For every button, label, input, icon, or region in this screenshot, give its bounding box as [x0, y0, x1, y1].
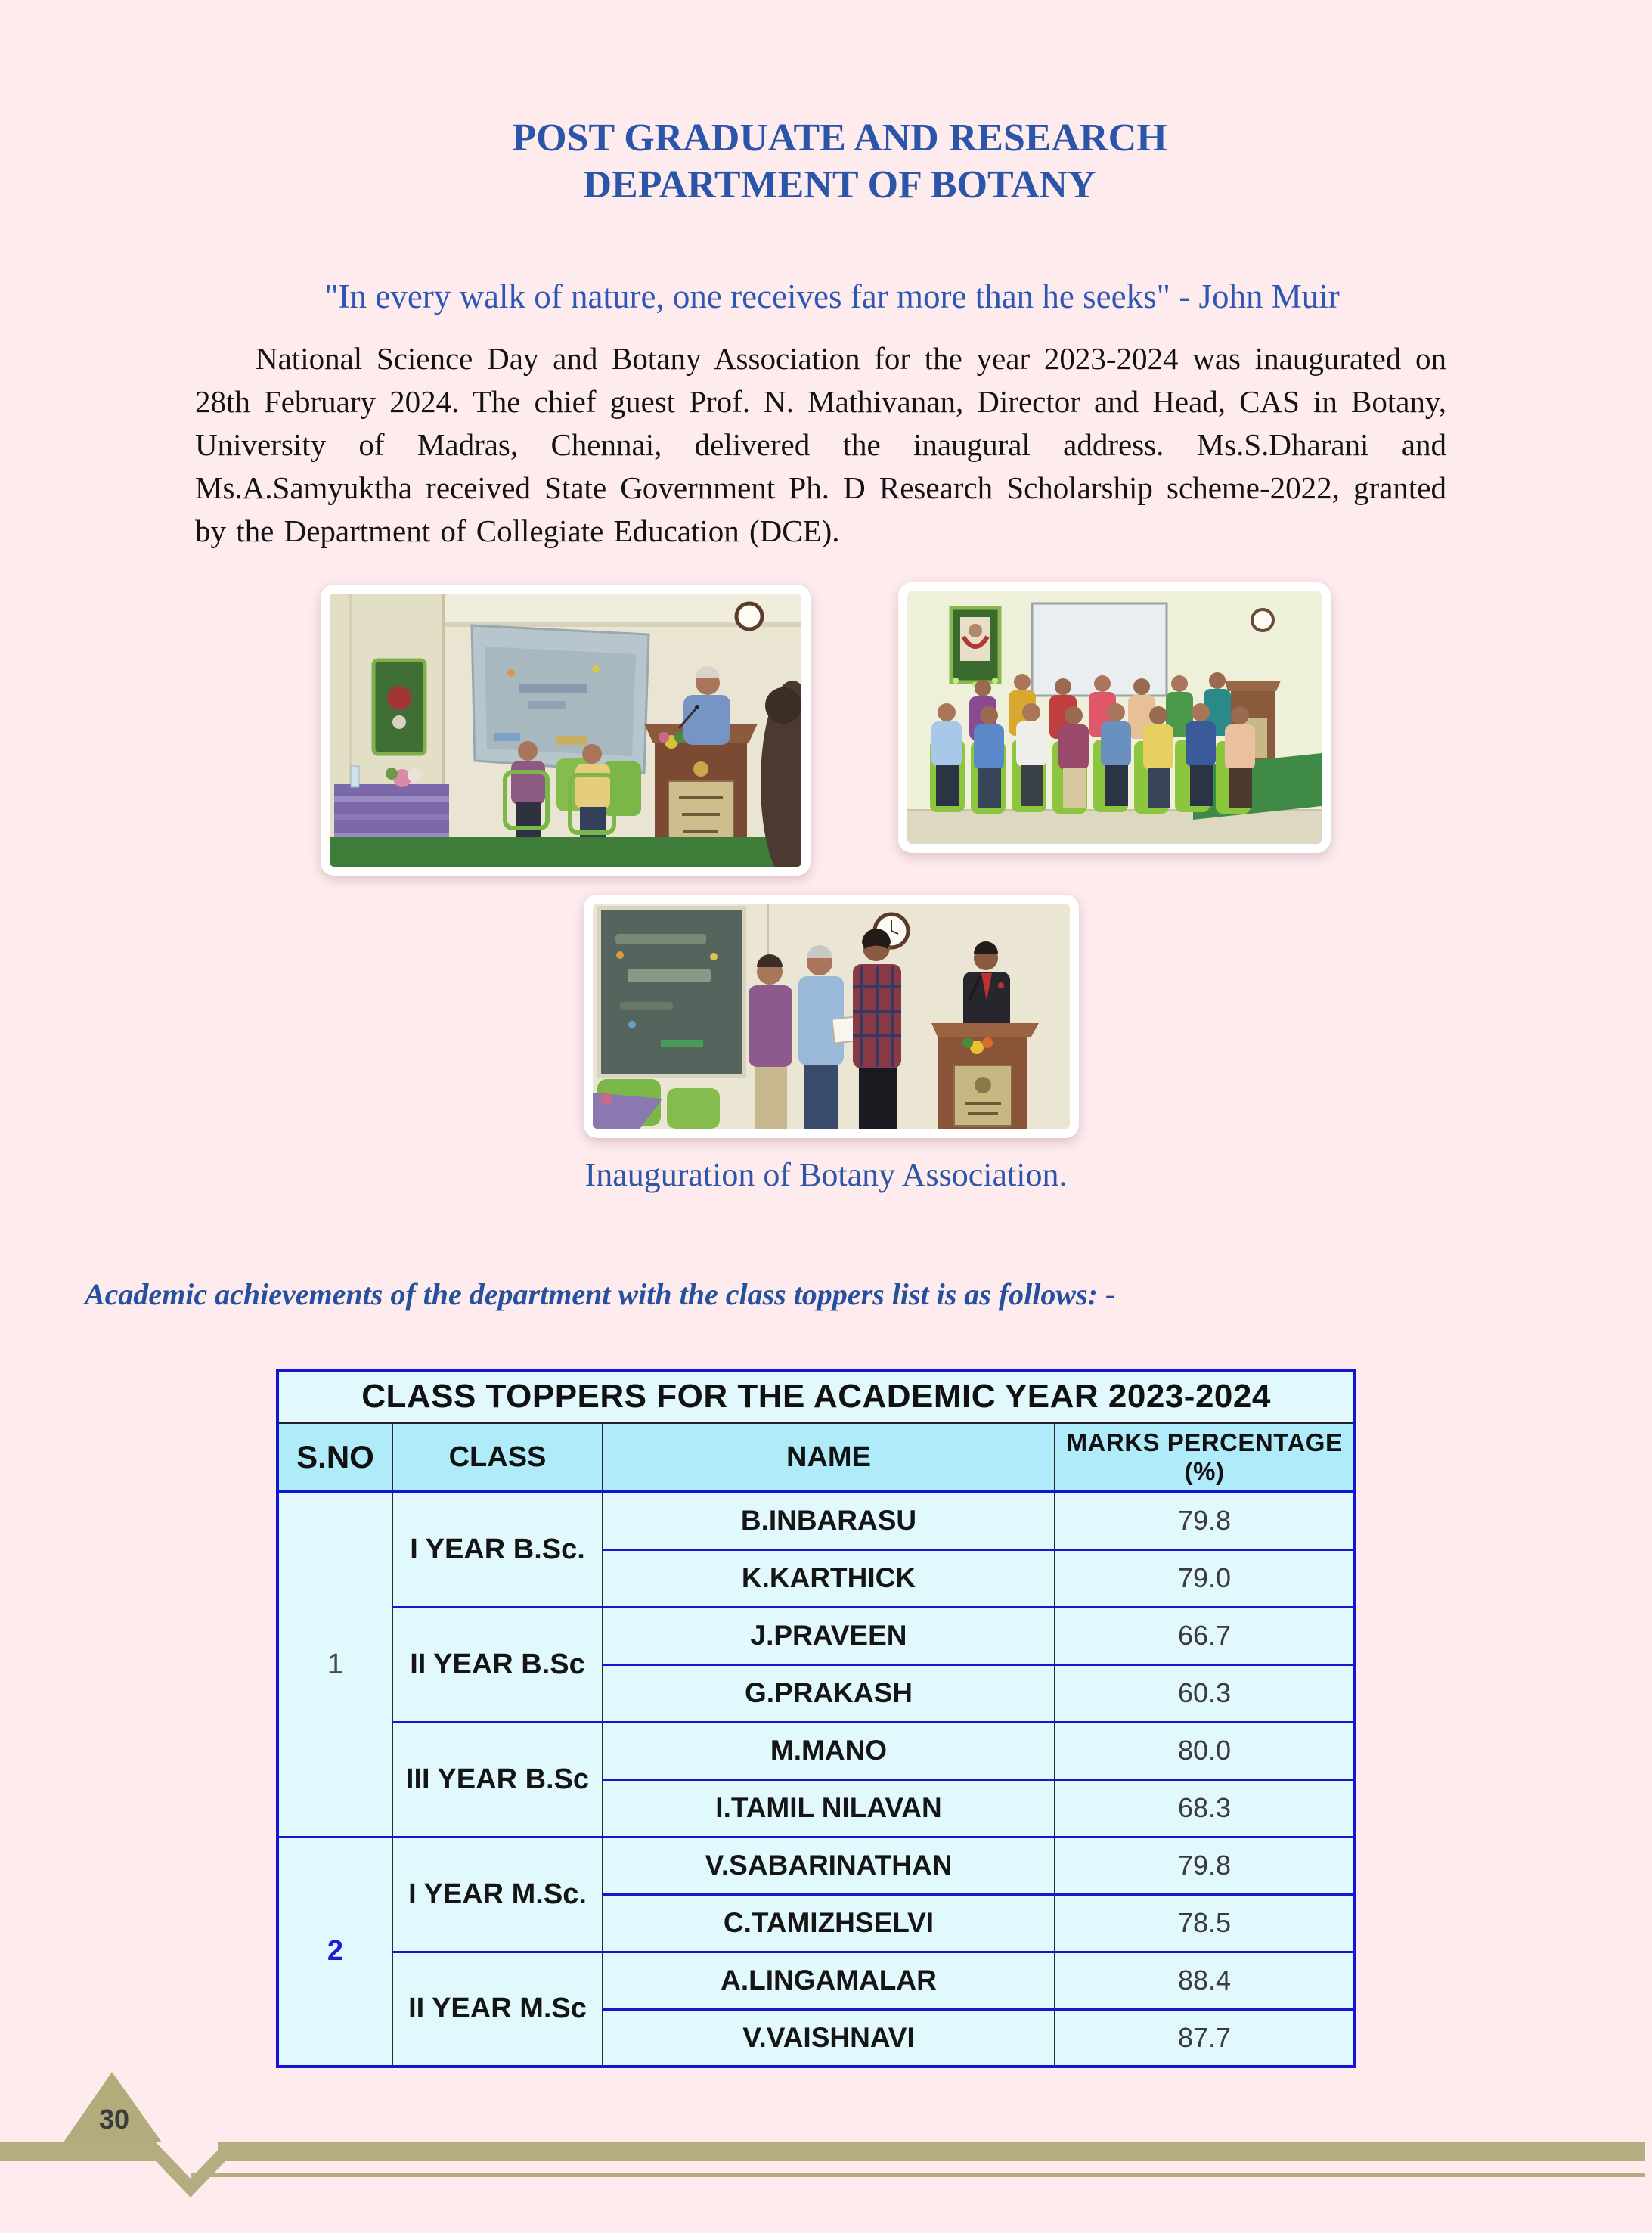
name-cell: V.VAISHNAVI	[603, 2009, 1055, 2067]
class-cell: I YEAR M.Sc.	[392, 1837, 603, 1952]
sno-cell: 1	[277, 1492, 392, 1837]
photo-caption: Inauguration of Botany Association.	[584, 1156, 1068, 1193]
table-row	[277, 1837, 1355, 1894]
name-cell: J.PRAVEEN	[603, 1607, 1055, 1664]
class-cell: III YEAR B.Sc	[392, 1722, 603, 1837]
achievements-heading: Academic achievements of the department with the class toppers list is as follows: -	[85, 1277, 1116, 1311]
page-number: 30	[98, 2104, 130, 2135]
photo-staff-group	[898, 582, 1331, 853]
marks-cell: 79.8	[1055, 1492, 1355, 1549]
class-cell: I YEAR B.Sc.	[392, 1492, 603, 1607]
name-cell: V.SABARINATHAN	[603, 1837, 1055, 1894]
table-row	[277, 1722, 1355, 1779]
marks-cell: 79.8	[1055, 1837, 1355, 1894]
marks-cell: 66.7	[1055, 1607, 1355, 1664]
name-cell: I.TAMIL NILAVAN	[603, 1779, 1055, 1837]
class-toppers-table	[276, 1369, 1356, 2068]
name-cell: A.LINGAMALAR	[603, 1952, 1055, 2009]
marks-cell: 78.5	[1055, 1894, 1355, 1952]
column-header-sno: S.NO	[277, 1423, 392, 1493]
marks-cell: 80.0	[1055, 1722, 1355, 1779]
column-header-class: CLASS	[392, 1423, 603, 1493]
page-title-line2: DEPARTMENT OF BOTANY	[583, 163, 1096, 206]
page-title-line1: POST GRADUATE AND RESEARCH	[512, 116, 1167, 160]
name-cell: M.MANO	[603, 1722, 1055, 1779]
marks-cell: 60.3	[1055, 1664, 1355, 1722]
marks-cell: 88.4	[1055, 1952, 1355, 2009]
marks-cell: 68.3	[1055, 1779, 1355, 1837]
sno-cell: 2	[277, 1837, 392, 2067]
photo-certificate-presentation	[584, 895, 1079, 1138]
column-header-name: NAME	[603, 1423, 1055, 1493]
name-cell: K.KARTHICK	[603, 1549, 1055, 1607]
photo-certificate-presentation-image	[593, 904, 1070, 1129]
marks-cell: 87.7	[1055, 2009, 1355, 2067]
table-row	[277, 1952, 1355, 2009]
footer-decoration	[0, 2042, 1652, 2233]
column-header-marks: MARKS PERCENTAGE (%)	[1055, 1423, 1355, 1493]
name-cell: C.TAMIZHSELVI	[603, 1894, 1055, 1952]
table-row	[277, 1607, 1355, 1664]
name-cell: G.PRAKASH	[603, 1664, 1055, 1722]
intro-paragraph: National Science Day and Botany Association for the year 2023-2024 was inaugurated on 28th February 2024. The chief guest Prof. N. Mathivanan, Director and Head, CAS in Botany, University of Madras, Chennai, delivered the inaugural address. Ms.S.Dharani and Ms.A.Samyuktha received State Government Ph. D Research Scholarship scheme-2022, granted by the Department of Collegiate Education (DCE).	[195, 341, 1446, 548]
class-cell: II YEAR B.Sc	[392, 1607, 603, 1722]
marks-cell: 79.0	[1055, 1549, 1355, 1607]
photo-staff-group-image	[907, 591, 1322, 844]
quote-text: "In every walk of nature, one receives far more than he seeks" - John Muir	[324, 278, 1340, 315]
photo-chief-guest-address-image	[330, 594, 801, 867]
table-title: CLASS TOPPERS FOR THE ACADEMIC YEAR 2023-2024	[277, 1370, 1355, 1423]
class-cell: II YEAR M.Sc	[392, 1952, 603, 2067]
table-row	[277, 1492, 1355, 1549]
photo-chief-guest-address	[321, 585, 811, 876]
page-title	[14, 115, 1652, 209]
name-cell: B.INBARASU	[603, 1492, 1055, 1549]
